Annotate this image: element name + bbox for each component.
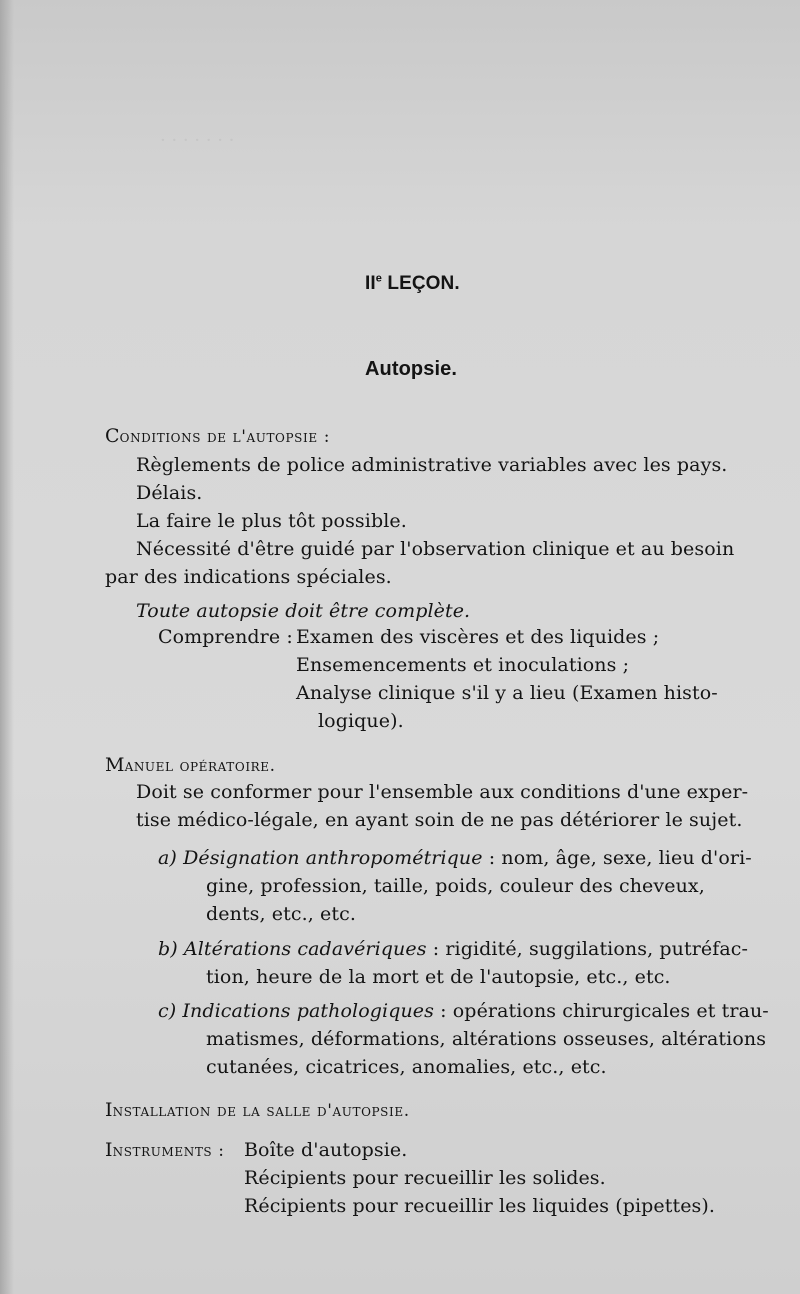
comprendre-item: logique). <box>318 710 404 732</box>
comprendre-item: Analyse clinique s'il y a lieu (Examen histo- <box>296 682 718 704</box>
manuel-item-b-continued: tion, heure de la mort et de l'autopsie, etc., etc. <box>206 966 671 988</box>
section-heading-conditions: Conditions de l'autopsie : <box>105 425 331 447</box>
conditions-line: Règlements de police administrative variables avec les pays. <box>136 454 728 476</box>
conditions-line: Nécessité d'être guidé par l'observation clinique et au besoin <box>136 538 735 560</box>
instruments-label: Instruments : <box>105 1139 225 1161</box>
lesson-heading: IIe LEÇON. <box>365 272 460 294</box>
comprendre-item: Ensemencements et inoculations ; <box>296 654 630 676</box>
page-title: Autopsie. <box>365 358 458 380</box>
instrument-item: Récipients pour recueillir les solides. <box>244 1167 606 1189</box>
manuel-item-a-continued: gine, profession, taille, poids, couleur des cheveux, <box>206 875 705 897</box>
instrument-item: Récipients pour recueillir les liquides (pipettes). <box>244 1195 716 1217</box>
verso-bleed-through: · · · · · · · <box>160 130 235 151</box>
section-heading-manuel: Manuel opératoire. <box>105 754 276 776</box>
manuel-intro-line: tise médico-légale, en ayant soin de ne pas détériorer le sujet. <box>136 809 743 831</box>
conditions-line: par des indications spéciales. <box>105 566 392 588</box>
instrument-item: Boîte d'autopsie. <box>244 1139 408 1161</box>
manuel-item-c-continued: cutanées, cicatrices, anomalies, etc., etc. <box>206 1056 607 1078</box>
manuel-item-c-continued: matismes, déformations, altérations osseuses, altérations <box>206 1028 767 1050</box>
section-heading-installation: Installation de la salle d'autopsie. <box>105 1099 410 1121</box>
conditions-line: La faire le plus tôt possible. <box>136 510 407 532</box>
conditions-line: Délais. <box>136 482 203 504</box>
manuel-item-b: b) Altérations cadavériques : rigidité, suggilations, putréfac- <box>158 938 749 960</box>
manuel-item-a-continued: dents, etc., etc. <box>206 903 357 925</box>
manuel-item-c: c) Indications pathologiques : opérations chirurgicales et trau- <box>158 1000 769 1022</box>
comprendre-label: Comprendre : <box>158 626 293 648</box>
comprendre-item: Examen des viscères et des liquides ; <box>296 626 660 648</box>
manuel-item-a: a) Désignation anthropométrique : nom, âge, sexe, lieu d'ori- <box>158 847 752 869</box>
manuel-intro-line: Doit se conformer pour l'ensemble aux conditions d'une exper- <box>136 781 749 803</box>
complete-statement: Toute autopsie doit être complète. <box>136 600 471 622</box>
